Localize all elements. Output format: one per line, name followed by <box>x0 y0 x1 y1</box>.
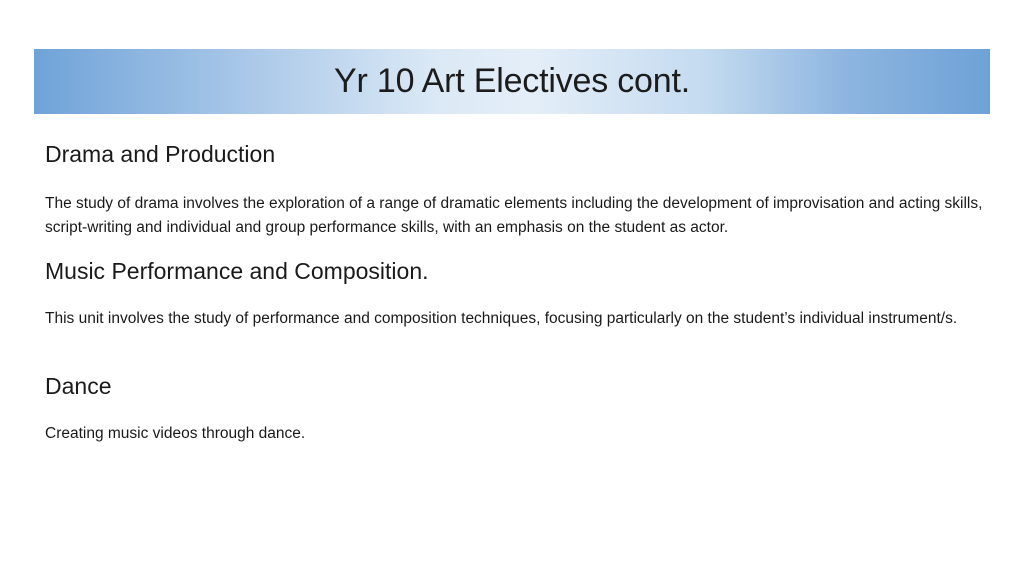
section-heading-drama: Drama and Production <box>45 141 276 167</box>
section-heading-music: Music Performance and Composition. <box>45 258 429 284</box>
title-banner <box>34 49 990 114</box>
section-body-music: This unit involves the study of performance and composition techniques, focusing particularly on the student’s individual instrument/s. <box>45 310 958 327</box>
section-body-drama: The study of drama involves the exploration of a range of dramatic elements including the development of improvisation and acting skills, script-writing and individual and group performance skills, with an emphasis on the student as actor. <box>45 195 983 236</box>
section-body-dance: Creating music videos through dance. <box>45 425 306 442</box>
section-heading-dance: Dance <box>45 373 112 399</box>
slide-title: Yr 10 Art Electives cont. <box>334 62 690 100</box>
